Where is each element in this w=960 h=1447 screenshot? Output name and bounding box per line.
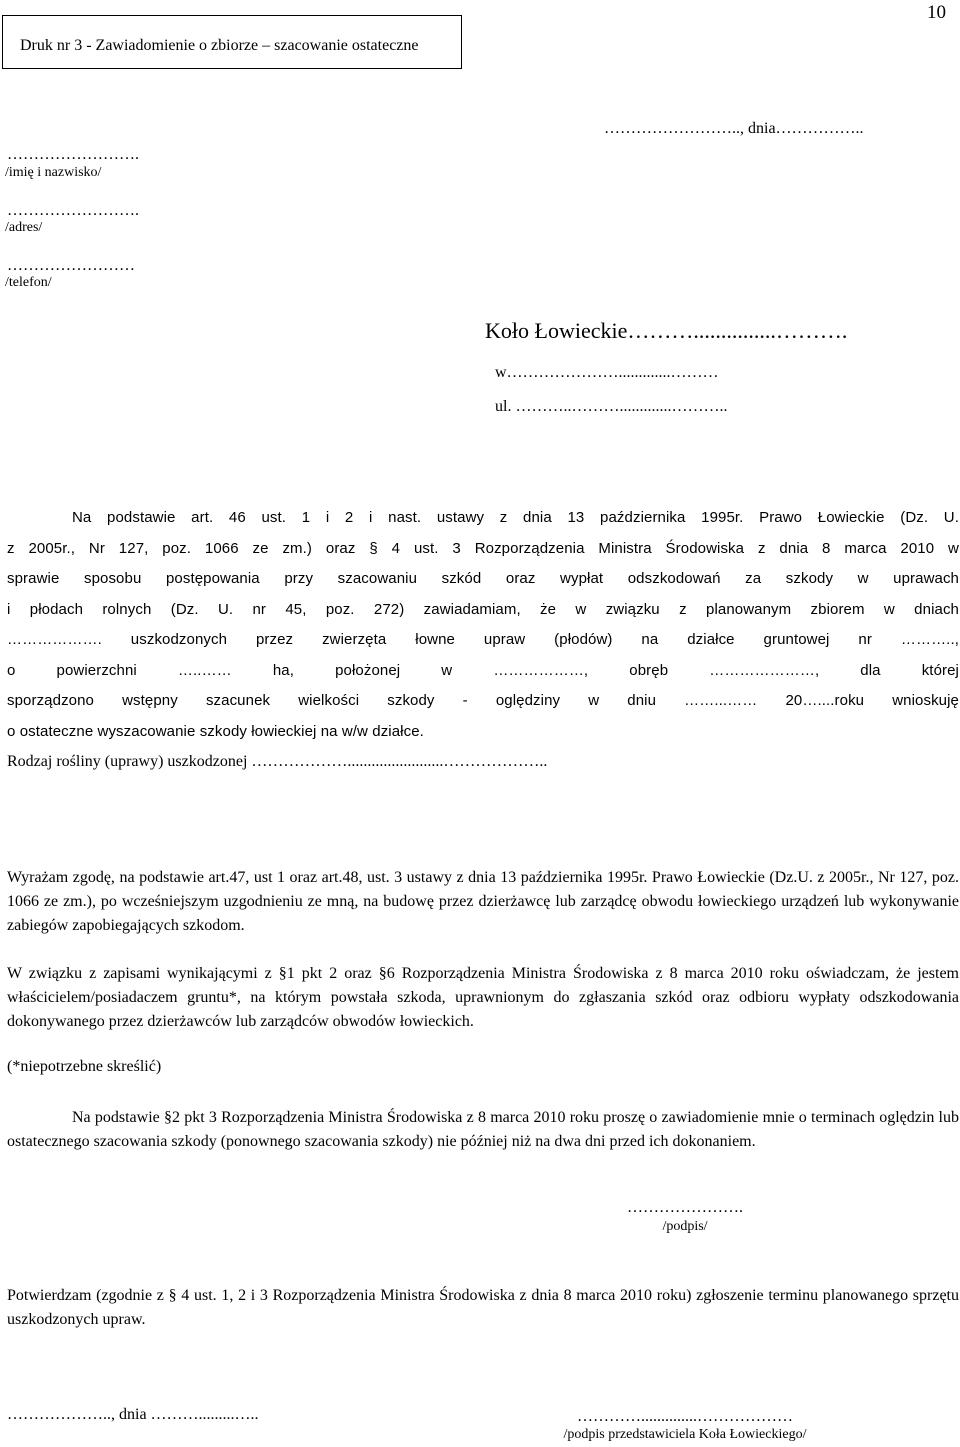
name-label: /imię i nazwisko/ xyxy=(5,165,102,180)
phone-label: /telefon/ xyxy=(5,275,52,290)
footer-place-date: ……………….., dnia ……….........….. xyxy=(7,1406,259,1423)
address-label: /adres/ xyxy=(5,220,43,235)
notification-line-8: o ostateczne wyszacowanie szkody łowieckiej na w/w działce. xyxy=(7,722,424,740)
place-date-field: …………………….., dnia…………….. xyxy=(604,120,864,137)
strike-note: (*niepotrzebne skreślić) xyxy=(7,1058,162,1075)
phone-dots: …………………… xyxy=(7,257,135,274)
request-paragraph: Na podstawie §2 pkt 3 Rozporządzenia Ministra Środowiska z 8 marca 2010 roku proszę o zawiadomienie mnie o terminach oględzin lub ostatecznego szacowania szkody (ponownego szacowania szkody) nie później niż na dwa dni przed ich dokonaniem. xyxy=(7,1109,959,1150)
confirmation-paragraph: Potwierdzam (zgodnie z § 4 ust. 1, 2 i 3 Rozporządzenia Ministra Środowiska z dnia 8 marca 2010 roku) zgłoszenie terminu planowanego sprzętu uszkodzonych upraw. xyxy=(7,1287,959,1328)
club-location: w………………….............……… xyxy=(495,364,719,381)
notification-line-2: z 2005r., Nr 127, poz. 1066 ze zm.) oraz § 4 ust. 3 Rozporządzenia Ministra Środowiska z dnia 8 marca 2010 w xyxy=(7,539,959,557)
notification-line-6: o powierzchni …..…… ha, położonej w ………………, obręb …………………, dla której xyxy=(7,661,959,679)
signature-dots: …………………. xyxy=(627,1199,743,1216)
signature-block xyxy=(560,1199,810,1235)
signature-label: /podpis/ xyxy=(662,1219,708,1234)
notification-line-7: sporządzono wstępny szacunek wielkości szkody - oględziny w dniu ……...…… 20…....roku wnioskuję xyxy=(7,692,959,709)
club-signature-block xyxy=(525,1408,845,1443)
declaration-paragraph: W związku z zapisami wynikającymi z §1 pkt 2 oraz §6 Rozporządzenia Ministra Środowiska z 8 marca 2010 roku oświadczam, że jestem właścicielem/posiadaczem gruntu*, na którym powstała szkoda, uprawnionym do zgłaszania szkód oraz odbioru wypłaty odszkodowania dokonywanego przez dzierżawców lub zarządców obwodów łowieckich. xyxy=(7,965,959,1030)
club-signature-dots: …………..............……………… xyxy=(577,1408,793,1425)
notification-line-5: ………………. uszkodzonych przez zwierzęta łowne upraw (płodów) na działce gruntowej nr ……….., xyxy=(7,631,959,648)
notification-line-4: i płodach rolnych (Dz. U. nr 45, poz. 272) zawiadamiam, że w związku z planowanym zbiorem w dniach xyxy=(7,600,959,618)
consent-paragraph: Wyrażam zgodę, na podstawie art.47, ust 1 oraz art.48, ust. 3 ustawy z dnia 13 października 1995r. Prawo Łowieckie (Dz.U. z 2005r., Nr 127, poz. 1066 ze zm.), po wcześniejszym uzgodnieniu ze mną, na budowę przez dzierżawcę lub zarządcę obwodu łowieckiego urządzeń lub wykonywanie zabiegów zapobiegających szkodom. xyxy=(7,869,959,934)
notification-line-9: Rodzaj rośliny (uprawy) uszkodzonej ………………........................……………….. xyxy=(7,753,548,770)
form-header-box xyxy=(2,15,462,69)
notification-paragraph xyxy=(7,503,959,778)
notification-line-1: Na podstawie art. 46 ust. 1 i 2 i nast. ustawy z dnia 13 października 1995r. Prawo Łowieckie (Dz. U. xyxy=(72,509,959,526)
club-title: Koło Łowieckie………...............………. xyxy=(485,318,848,343)
club-street: ul. ………..……….............……….. xyxy=(495,398,728,415)
notification-line-3: sprawie sposobu postępowania przy szacowaniu szkód oraz wypłat odszkodowań za szkody w uprawach xyxy=(7,570,959,587)
club-signature-label: /podpis przedstawiciela Koła Łowieckiego/ xyxy=(563,1427,807,1442)
name-dots: ……………………. xyxy=(7,146,139,163)
form-title: Druk nr 3 - Zawiadomienie o zbiorze – szacowanie ostateczne xyxy=(20,37,419,54)
address-dots: ……………………. xyxy=(7,202,139,219)
page-number: 10 xyxy=(927,2,946,23)
